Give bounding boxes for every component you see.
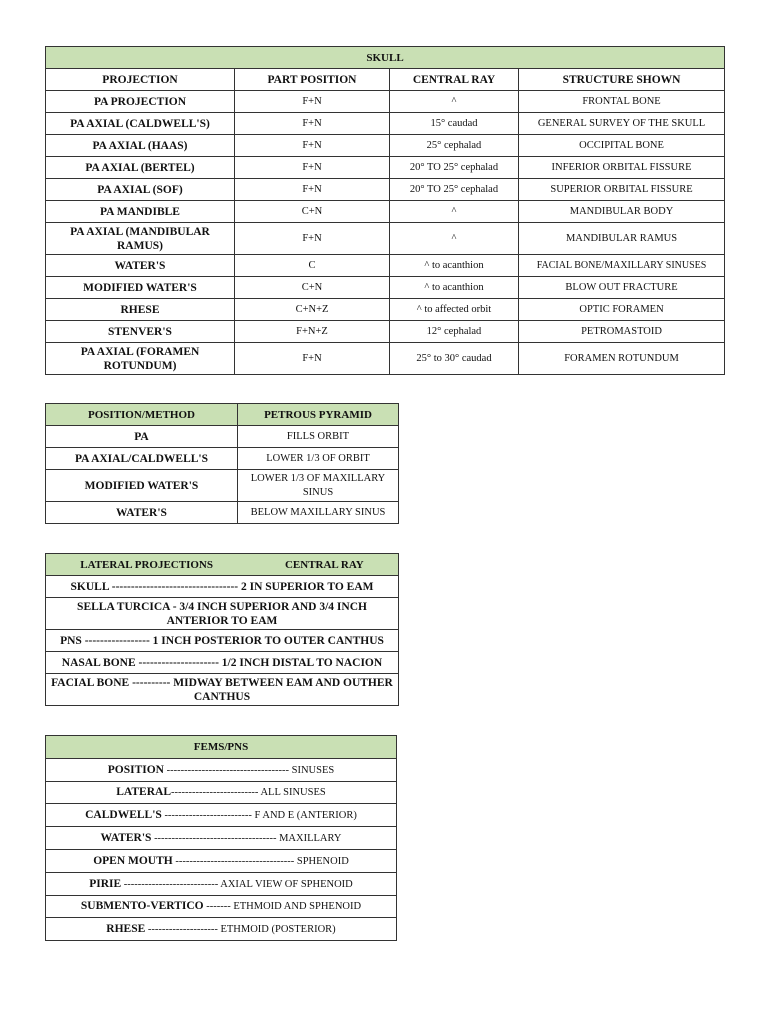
petrous-pyramid-cell: LOWER 1/3 OF MAXILLARY SINUS: [238, 470, 399, 502]
central-ray-cell: 15° caudad: [390, 113, 519, 135]
central-ray-cell: ^ to acanthion: [390, 277, 519, 299]
table-row: [46, 674, 399, 706]
fems-pns-title: FEMS/PNS: [46, 736, 397, 759]
table-row: [46, 201, 725, 223]
table-row: [46, 576, 399, 598]
fems-row-value: ------------------------- ALL SINUSES: [171, 787, 326, 799]
projection-cell: PA AXIAL (SOF): [46, 179, 235, 201]
structure-cell: INFERIOR ORBITAL FISSURE: [519, 157, 725, 179]
part-position-cell: F+N: [235, 223, 390, 255]
table-row: [46, 470, 399, 502]
table-row: [46, 426, 399, 448]
part-position-cell: C: [235, 255, 390, 277]
table-row: [46, 652, 399, 674]
projection-cell: PA AXIAL (MANDIBULAR RAMUS): [46, 223, 235, 255]
projection-cell: PA AXIAL (HAAS): [46, 135, 235, 157]
projection-cell: MODIFIED WATER'S: [46, 277, 235, 299]
fems-row-label: PIRIE: [89, 877, 122, 890]
petrous-pyramid-cell: LOWER 1/3 OF ORBIT: [238, 448, 399, 470]
fems-row-label: LATERAL: [116, 786, 172, 799]
table-row: [46, 299, 725, 321]
fems-row: [46, 804, 397, 827]
structure-cell: FORAMEN ROTUNDUM: [519, 343, 725, 375]
table-row: [46, 277, 725, 299]
table-row: [46, 321, 725, 343]
part-position-cell: C+N+Z: [235, 299, 390, 321]
table-row: [46, 630, 399, 652]
central-ray-cell: 20° TO 25° cephalad: [390, 157, 519, 179]
lateral-row: FACIAL BONE ---------- MIDWAY BETWEEN EAM AND OUTHER CANTHUS: [46, 674, 399, 706]
part-position-cell: C+N: [235, 201, 390, 223]
part-position-cell: F+N: [235, 343, 390, 375]
structure-cell: MANDIBULAR BODY: [519, 201, 725, 223]
fems-pns-table: [45, 735, 397, 941]
position-method-cell: PA AXIAL/CALDWELL'S: [46, 448, 238, 470]
part-position-cell: F+N: [235, 179, 390, 201]
lateral-row: PNS ----------------- 1 INCH POSTERIOR TO OUTER CANTHUS: [46, 630, 399, 652]
fems-row-label: WATER'S: [100, 832, 152, 845]
table-row: [46, 872, 397, 895]
projection-cell: PA MANDIBLE: [46, 201, 235, 223]
central-ray-cell: 25° to 30° caudad: [390, 343, 519, 375]
skull-table: [45, 46, 725, 375]
central-ray-cell: 12° cephalad: [390, 321, 519, 343]
fems-row: [46, 895, 397, 918]
table-row: [46, 758, 397, 781]
structure-cell: GENERAL SURVEY OF THE SKULL: [519, 113, 725, 135]
structure-cell: FRONTAL BONE: [519, 91, 725, 113]
column-header-position-method: POSITION/METHOD: [46, 404, 238, 426]
petrous-pyramid-cell: FILLS ORBIT: [238, 426, 399, 448]
table-row: [46, 895, 397, 918]
table-row: [46, 91, 725, 113]
part-position-cell: F+N: [235, 113, 390, 135]
fems-row-value: --------------------------- AXIAL VIEW OF SPHENOID: [121, 878, 353, 890]
part-position-cell: F+N: [235, 91, 390, 113]
projection-cell: PA AXIAL (BERTEL): [46, 157, 235, 179]
fems-row: [46, 827, 397, 850]
part-position-cell: F+N: [235, 135, 390, 157]
table-row: [46, 113, 725, 135]
column-header-central-ray: CENTRAL RAY: [390, 69, 519, 91]
structure-cell: OPTIC FORAMEN: [519, 299, 725, 321]
fems-row-value: ----------------------------------- SINUSES: [164, 764, 335, 776]
projection-cell: RHESE: [46, 299, 235, 321]
header-central-ray: CENTRAL RAY: [284, 558, 364, 571]
part-position-cell: C+N: [235, 277, 390, 299]
table-row: [46, 179, 725, 201]
structure-cell: BLOW OUT FRACTURE: [519, 277, 725, 299]
central-ray-cell: ^: [390, 91, 519, 113]
fems-row-label: CALDWELL'S: [85, 809, 162, 822]
lateral-projections-table: [45, 553, 399, 706]
position-method-cell: WATER'S: [46, 502, 238, 524]
table-row: [46, 849, 397, 872]
central-ray-cell: 20° TO 25° cephalad: [390, 179, 519, 201]
table-row: [46, 804, 397, 827]
column-header-petrous-pyramid: PETROUS PYRAMID: [238, 404, 399, 426]
fems-row-value: -------------------- ETHMOID (POSTERIOR): [145, 924, 336, 936]
table-row: [46, 255, 725, 277]
petrous-pyramid-cell: BELOW MAXILLARY SINUS: [238, 502, 399, 524]
table-row: [46, 223, 725, 255]
lateral-row: NASAL BONE --------------------- 1/2 INCH DISTAL TO NACION: [46, 652, 399, 674]
structure-cell: PETROMASTOID: [519, 321, 725, 343]
central-ray-cell: ^ to acanthion: [390, 255, 519, 277]
central-ray-cell: ^: [390, 201, 519, 223]
fems-row-label: RHESE: [106, 923, 146, 936]
table-row: [46, 827, 397, 850]
header-lateral-projections: LATERAL PROJECTIONS: [80, 558, 213, 571]
structure-cell: OCCIPITAL BONE: [519, 135, 725, 157]
structure-cell: SUPERIOR ORBITAL FISSURE: [519, 179, 725, 201]
lateral-projections-header: [46, 554, 399, 576]
table-row: [46, 157, 725, 179]
lateral-row: SKULL --------------------------------- 2 IN SUPERIOR TO EAM: [46, 576, 399, 598]
position-method-cell: PA: [46, 426, 238, 448]
table-row: [46, 918, 397, 941]
structure-cell: FACIAL BONE/MAXILLARY SINUSES: [519, 255, 725, 277]
table-row: [46, 598, 399, 630]
table-row: [46, 343, 725, 375]
fems-row: [46, 918, 397, 941]
fems-row-label: SUBMENTO-VERTICO: [80, 900, 204, 913]
central-ray-cell: ^: [390, 223, 519, 255]
table-row: [46, 135, 725, 157]
table-row: [46, 448, 399, 470]
fems-row-value: ------- ETHMOID AND SPHENOID: [203, 901, 362, 913]
position-method-cell: MODIFIED WATER'S: [46, 470, 238, 502]
fems-row-value: ------------------------- F AND E (ANTERIOR): [161, 810, 357, 822]
table-row: [46, 502, 399, 524]
fems-row-label: OPEN MOUTH: [93, 854, 173, 867]
fems-row-value: ----------------------------------- MAXILLARY: [151, 833, 342, 845]
central-ray-cell: 25° cephalad: [390, 135, 519, 157]
central-ray-cell: ^ to affected orbit: [390, 299, 519, 321]
column-header-structure-shown: STRUCTURE SHOWN: [519, 69, 725, 91]
fems-row-value: ---------------------------------- SPHENOID: [172, 855, 349, 867]
projection-cell: PA AXIAL (FORAMEN ROTUNDUM): [46, 343, 235, 375]
fems-row: [46, 781, 397, 804]
part-position-cell: F+N: [235, 157, 390, 179]
fems-row-label: POSITION: [107, 763, 164, 776]
column-header-part-position: PART POSITION: [235, 69, 390, 91]
lateral-row: SELLA TURCICA - 3/4 INCH SUPERIOR AND 3/4 INCH ANTERIOR TO EAM: [46, 598, 399, 630]
skull-table-title: SKULL: [46, 47, 725, 69]
part-position-cell: F+N+Z: [235, 321, 390, 343]
projection-cell: PA AXIAL (CALDWELL'S): [46, 113, 235, 135]
petrous-pyramid-table: [45, 403, 399, 524]
projection-cell: WATER'S: [46, 255, 235, 277]
table-row: [46, 781, 397, 804]
fems-row: [46, 849, 397, 872]
fems-row: [46, 758, 397, 781]
projection-cell: STENVER'S: [46, 321, 235, 343]
column-header-projection: PROJECTION: [46, 69, 235, 91]
projection-cell: PA PROJECTION: [46, 91, 235, 113]
fems-row: [46, 872, 397, 895]
structure-cell: MANDIBULAR RAMUS: [519, 223, 725, 255]
